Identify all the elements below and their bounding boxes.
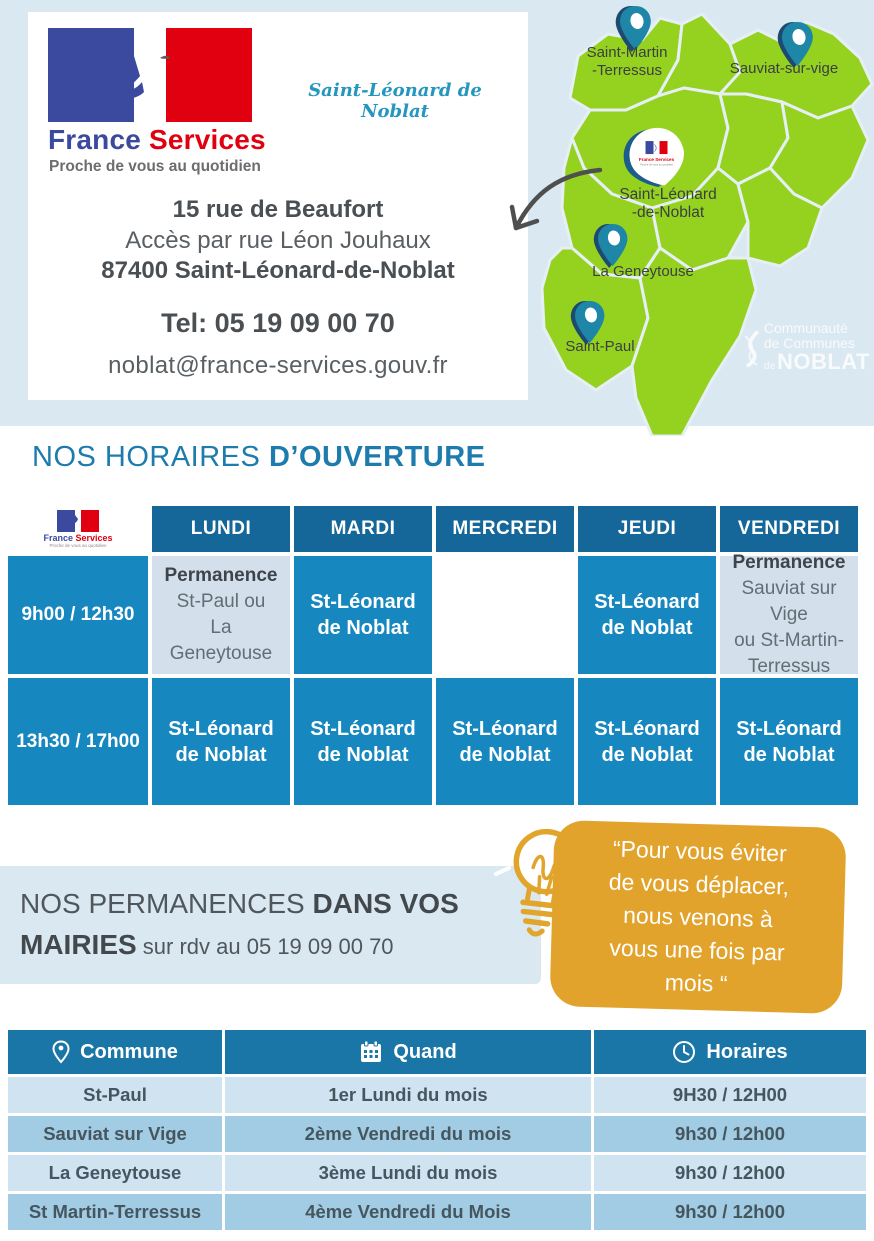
speech-bubble: “Pour vous éviter de vous déplacer, nous venons à vous une fois par mois “ <box>549 820 846 1014</box>
clock-icon <box>672 1040 696 1064</box>
row-sauviat-horaires: 9h30 / 12h00 <box>594 1116 866 1152</box>
cell-lundi-afternoon: St-Léonard de Noblat <box>152 678 290 805</box>
day-header-vendredi: VENDREDI <box>720 506 858 552</box>
day-header-jeudi: JEUDI <box>578 506 716 552</box>
day-header-lundi: LUNDI <box>152 506 290 552</box>
row-st-martin-horaires: 9h30 / 12h00 <box>594 1194 866 1230</box>
permanences-title: NOS PERMANENCES DANS VOS MAIRIES sur rdv au 05 19 09 00 70 <box>20 888 459 960</box>
permanences-band <box>0 866 541 984</box>
cell-jeudi-afternoon: St-Léonard de Noblat <box>578 678 716 805</box>
map-pin-icon <box>52 1040 70 1064</box>
header-horaires: Horaires <box>594 1030 866 1074</box>
permanences-note: sur rdv au 05 19 09 00 70 <box>136 934 394 959</box>
cell-vendredi-afternoon: St-Léonard de Noblat <box>720 678 858 805</box>
time-slot-morning: 9h00 / 12h30 <box>8 556 148 674</box>
cell-vendredi-morning: Permanence Sauviat sur Vige ou St-Martin- Terressus <box>720 556 858 674</box>
day-header-mardi: MARDI <box>294 506 432 552</box>
row-sauviat-quand: 2ème Vendredi du mois <box>225 1116 591 1152</box>
address-line-3: 87400 Saint-Léonard-de-Noblat <box>101 257 455 284</box>
contact-card <box>28 12 528 400</box>
header-quand: Quand <box>225 1030 591 1074</box>
script-title: Saint-Léonard de Noblat <box>308 80 482 122</box>
email-address: noblat@france-services.gouv.fr <box>108 352 448 379</box>
map-label-saint-martin: Saint-Martin -Terressus <box>586 44 668 79</box>
map-label-saint-leonard: Saint-Léonard -de-Noblat <box>619 186 717 221</box>
time-slot-afternoon: 13h30 / 17h00 <box>8 678 148 805</box>
calendar-icon <box>359 1040 383 1064</box>
communaute-noblat-watermark: Communauté de Communes deNOBLAT <box>744 316 870 382</box>
noblat-ribbon-icon <box>744 316 760 382</box>
address-line-2: Accès par rue Léon Jouhaux <box>125 227 431 254</box>
phone-number: Tel: 05 19 09 00 70 <box>161 308 395 338</box>
map-label-geneytouse: La Geneytouse <box>592 263 694 280</box>
svg-text:France Services: France Services <box>638 157 675 163</box>
hours-table-logo-cell <box>8 506 148 552</box>
france-services-logo <box>48 28 252 122</box>
cell-mardi-afternoon: St-Léonard de Noblat <box>294 678 432 805</box>
top-section <box>0 0 874 426</box>
mini-wordmark: France Services <box>43 533 113 543</box>
france-services-tagline: Proche de vous au quotidien <box>49 158 261 175</box>
mini-flag-icon <box>57 510 99 532</box>
cell-mercredi-morning <box>436 556 574 674</box>
row-sauviat-commune: Sauviat sur Vige <box>8 1116 222 1152</box>
row-st-paul-quand: 1er Lundi du mois <box>225 1077 591 1113</box>
france-services-mini-logo: France Services Proche de vous au quotidien <box>43 510 112 548</box>
row-st-martin-commune: St Martin-Terressus <box>8 1194 222 1230</box>
row-st-paul-commune: St-Paul <box>8 1077 222 1113</box>
cell-jeudi-morning: St-Léonard de Noblat <box>578 556 716 674</box>
row-st-paul-horaires: 9H30 / 12H00 <box>594 1077 866 1113</box>
map-label-sauviat: Sauviat-sur-vige <box>729 60 839 77</box>
cell-lundi-morning: Permanence St-Paul ou La Geneytouse <box>152 556 290 674</box>
map-label-saint-paul: Saint-Paul <box>565 338 635 355</box>
row-geneytouse-quand: 3ème Lundi du mois <box>225 1155 591 1191</box>
row-geneytouse-commune: La Geneytouse <box>8 1155 222 1191</box>
address-line-1: 15 rue de Beaufort <box>172 196 384 223</box>
france-services-wordmark: France Services <box>48 124 266 155</box>
opening-hours-table <box>8 506 858 805</box>
cell-mardi-morning: St-Léonard de Noblat <box>294 556 432 674</box>
cell-mercredi-afternoon: St-Léonard de Noblat <box>436 678 574 805</box>
arrow-to-card-icon <box>498 158 608 243</box>
mairies-table <box>8 1030 866 1230</box>
header-commune: Commune <box>8 1030 222 1074</box>
day-header-mercredi: MERCREDI <box>436 506 574 552</box>
row-st-martin-quand: 4ème Vendredi du Mois <box>225 1194 591 1230</box>
row-geneytouse-horaires: 9h30 / 12h00 <box>594 1155 866 1191</box>
svg-text:Proche de vous au quotidien: Proche de vous au quotidien <box>640 163 673 167</box>
hours-section-title: NOS HORAIRES D’OUVERTURE <box>32 441 486 473</box>
